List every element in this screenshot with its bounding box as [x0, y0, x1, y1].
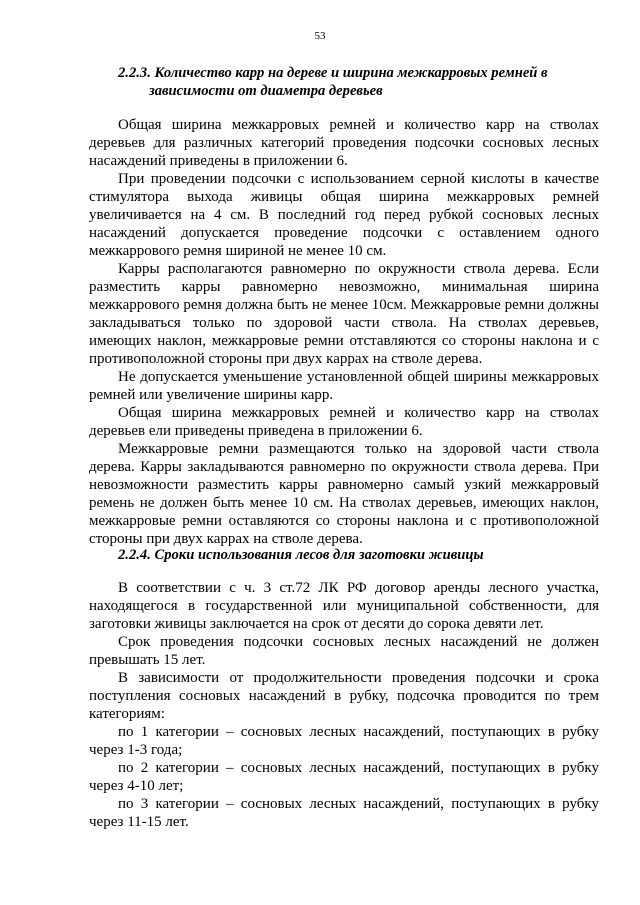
paragraph: В зависимости от продолжительности проведения подсочки и срока поступления сосновых насаждений в рубку, подсочка проводится по трем категориям: — [89, 670, 599, 722]
paragraph: Карры располагаются равномерно по окружности ствола дерева. Если разместить карры равномерно невозможно, минимальная ширина межкаррового ремня должна быть не менее 10см. Межкарровые ремни должны закладываться только по здоровой части ствола. На стволах деревьев, имеющих наклон, межкарровые ремни отставляются со стороны наклона и с противоположной стороны при двух каррах на стволе дерева. — [89, 261, 599, 367]
paragraph: Общая ширина межкарровых ремней и количество карр на стволах деревьев ели приведены приведена в приложении 6. — [89, 405, 599, 439]
page-number: 53 — [314, 30, 326, 42]
list-item: по 3 категории – сосновых лесных насаждений, поступающих в рубку через 11-15 лет. — [89, 796, 599, 830]
section-heading-2-2-4: 2.2.4. Сроки использования лесов для заготовки живицы — [118, 547, 484, 563]
list-item: по 2 категории – сосновых лесных насаждений, поступающих в рубку через 4-10 лет; — [89, 760, 599, 794]
section-2-2-3-body — [89, 116, 599, 548]
paragraph: В соответствии с ч. 3 ст.72 ЛК РФ договор аренды лесного участка, находящегося в государственной или муниципальной собственности, для заготовки живицы заключается на срок от десяти до сорока девяти лет. — [89, 580, 599, 632]
section-heading-line-2: зависимости от диаметра деревьев — [149, 83, 383, 99]
section-heading-2-2-3 — [118, 64, 599, 100]
paragraph: Общая ширина межкарровых ремней и количество карр на стволах деревьев для различных категорий проведения подсочки сосновых лесных насаждений приведены в приложении 6. — [89, 117, 599, 169]
list-item: по 1 категории – сосновых лесных насаждений, поступающих в рубку через 1-3 года; — [89, 724, 599, 758]
paragraph: Не допускается уменьшение установленной общей ширины межкарровых ремней или увеличение ширины карр. — [89, 369, 599, 403]
section-heading-line-1: 2.2.3. Количество карр на дереве и ширина межкарровых ремней в — [118, 65, 548, 81]
paragraph: Межкарровые ремни размещаются только на здоровой части ствола дерева. Карры закладываются равномерно по окружности ствола дерева. При невозможности разместить карры равномерно самый узкий межкарровый ремень не должен быть менее 10 см. На стволах деревьев, имеющих наклон, межкарровые ремни оставляются со стороны наклона и с противоположной стороны при двух каррах на стволе дерева. — [89, 441, 599, 547]
paragraph: При проведении подсочки с использованием серной кислоты в качестве стимулятора выхода живицы общая ширина межкарровых ремней увеличивается на 4 см. В последний год перед рубкой сосновых лесных насаждений допускается проведение подсочки с оставлением одного межкаррового ремня шириной не менее 10 см. — [89, 171, 599, 259]
section-2-2-4-body — [89, 579, 599, 831]
paragraph: Срок проведения подсочки сосновых лесных насаждений не должен превышать 15 лет. — [89, 634, 599, 668]
